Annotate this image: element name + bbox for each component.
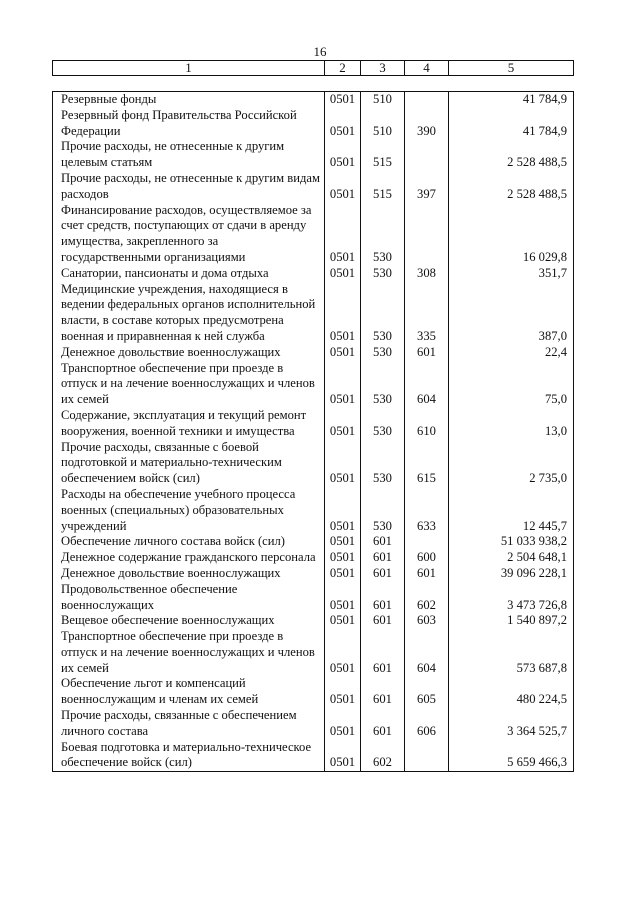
row-amount-cell: 3 473 726,8 xyxy=(449,582,574,614)
row-expense-type-cell: 601 xyxy=(405,566,449,582)
row-section-cell: 0501 xyxy=(325,487,361,534)
row-name-cell: Резервные фонды xyxy=(53,92,325,108)
row-amount-cell: 12 445,7 xyxy=(449,487,574,534)
row-target-cell: 530 xyxy=(361,345,405,361)
table-row xyxy=(53,139,574,171)
row-target-cell: 530 xyxy=(361,266,405,282)
row-expense-type-cell: 603 xyxy=(405,613,449,629)
row-section-cell: 0501 xyxy=(325,613,361,629)
row-expense-type-cell xyxy=(405,740,449,772)
row-section-cell: 0501 xyxy=(325,440,361,487)
row-target-cell: 602 xyxy=(361,740,405,772)
row-name-cell: Денежное содержание гражданского персонала xyxy=(53,550,325,566)
row-section-cell: 0501 xyxy=(325,361,361,408)
row-amount-cell: 480 224,5 xyxy=(449,676,574,708)
row-section-cell: 0501 xyxy=(325,708,361,740)
row-section-cell: 0501 xyxy=(325,282,361,345)
row-expense-type-cell: 633 xyxy=(405,487,449,534)
row-name-cell: Резервный фонд Правительства Российской Федерации xyxy=(53,108,325,140)
row-amount-cell: 41 784,9 xyxy=(449,108,574,140)
table-row xyxy=(53,740,574,772)
row-name-cell: Медицинские учреждения, находящиеся в ведении федеральных органов исполнительной власти, в составе которых предусмотрена военная и приравненная к ней служба xyxy=(53,282,325,345)
column-header-3: 3 xyxy=(361,61,405,76)
row-section-cell: 0501 xyxy=(325,203,361,266)
row-expense-type-cell: 308 xyxy=(405,266,449,282)
budget-table-body xyxy=(53,92,574,772)
table-row xyxy=(53,92,574,108)
row-name-cell: Прочие расходы, не отнесенные к другим видам расходов xyxy=(53,171,325,203)
row-section-cell: 0501 xyxy=(325,566,361,582)
column-header-2: 2 xyxy=(325,61,361,76)
row-target-cell: 530 xyxy=(361,487,405,534)
row-expense-type-cell xyxy=(405,139,449,171)
row-expense-type-cell: 615 xyxy=(405,440,449,487)
table-row xyxy=(53,613,574,629)
row-target-cell: 515 xyxy=(361,139,405,171)
row-section-cell: 0501 xyxy=(325,534,361,550)
row-target-cell: 515 xyxy=(361,171,405,203)
row-name-cell: Транспортное обеспечение при проезде в отпуск и на лечение военнослужащих и членов их семей xyxy=(53,629,325,676)
row-section-cell: 0501 xyxy=(325,550,361,566)
row-target-cell: 601 xyxy=(361,550,405,566)
table-row xyxy=(53,282,574,345)
table-row xyxy=(53,108,574,140)
row-expense-type-cell xyxy=(405,203,449,266)
column-header-table xyxy=(52,60,574,76)
row-name-cell: Вещевое обеспечение военнослужащих xyxy=(53,613,325,629)
row-amount-cell: 387,0 xyxy=(449,282,574,345)
table-row xyxy=(53,487,574,534)
column-header-1: 1 xyxy=(53,61,325,76)
table-row xyxy=(53,361,574,408)
row-expense-type-cell xyxy=(405,534,449,550)
row-expense-type-cell: 600 xyxy=(405,550,449,566)
row-target-cell: 601 xyxy=(361,708,405,740)
row-section-cell: 0501 xyxy=(325,92,361,108)
table-row xyxy=(53,266,574,282)
row-section-cell: 0501 xyxy=(325,676,361,708)
row-name-cell: Расходы на обеспечение учебного процесса военных (специальных) образовательных учреждений xyxy=(53,487,325,534)
row-amount-cell: 75,0 xyxy=(449,361,574,408)
row-name-cell: Обеспечение льгот и компенсаций военнослужащим и членам их семей xyxy=(53,676,325,708)
row-target-cell: 510 xyxy=(361,92,405,108)
column-header-5: 5 xyxy=(449,61,574,76)
row-expense-type-cell: 335 xyxy=(405,282,449,345)
row-name-cell: Санатории, пансионаты и дома отдыха xyxy=(53,266,325,282)
row-expense-type-cell: 604 xyxy=(405,629,449,676)
row-expense-type-cell xyxy=(405,92,449,108)
column-header-row xyxy=(53,61,574,76)
row-amount-cell: 13,0 xyxy=(449,408,574,440)
row-amount-cell: 51 033 938,2 xyxy=(449,534,574,550)
table-row xyxy=(53,566,574,582)
row-section-cell: 0501 xyxy=(325,139,361,171)
table-row xyxy=(53,676,574,708)
row-amount-cell: 5 659 466,3 xyxy=(449,740,574,772)
row-section-cell: 0501 xyxy=(325,108,361,140)
table-row xyxy=(53,582,574,614)
row-name-cell: Транспортное обеспечение при проезде в отпуск и на лечение военнослужащих и членов их семей xyxy=(53,361,325,408)
row-amount-cell: 573 687,8 xyxy=(449,629,574,676)
row-amount-cell: 22,4 xyxy=(449,345,574,361)
row-name-cell: Прочие расходы, не отнесенные к другим целевым статьям xyxy=(53,139,325,171)
row-expense-type-cell: 610 xyxy=(405,408,449,440)
row-target-cell: 601 xyxy=(361,629,405,676)
row-amount-cell: 16 029,8 xyxy=(449,203,574,266)
row-amount-cell: 41 784,9 xyxy=(449,92,574,108)
row-name-cell: Боевая подготовка и материально-техническое обеспечение войск (сил) xyxy=(53,740,325,772)
table-row xyxy=(53,708,574,740)
row-target-cell: 530 xyxy=(361,408,405,440)
row-expense-type-cell: 601 xyxy=(405,345,449,361)
row-target-cell: 601 xyxy=(361,534,405,550)
row-name-cell: Денежное довольствие военнослужащих xyxy=(53,345,325,361)
row-target-cell: 601 xyxy=(361,613,405,629)
row-expense-type-cell: 397 xyxy=(405,171,449,203)
row-expense-type-cell: 390 xyxy=(405,108,449,140)
table-row xyxy=(53,629,574,676)
row-amount-cell: 2 528 488,5 xyxy=(449,171,574,203)
row-name-cell: Прочие расходы, связанные с обеспечением личного состава xyxy=(53,708,325,740)
row-expense-type-cell: 602 xyxy=(405,582,449,614)
row-amount-cell: 351,7 xyxy=(449,266,574,282)
row-section-cell: 0501 xyxy=(325,171,361,203)
row-section-cell: 0501 xyxy=(325,582,361,614)
row-target-cell: 601 xyxy=(361,566,405,582)
row-target-cell: 601 xyxy=(361,676,405,708)
page-number: 16 xyxy=(313,44,327,59)
row-name-cell: Продовольственное обеспечение военнослужащих xyxy=(53,582,325,614)
row-expense-type-cell: 605 xyxy=(405,676,449,708)
row-section-cell: 0501 xyxy=(325,408,361,440)
row-name-cell: Прочие расходы, связанные с боевой подготовкой и материально-техническим обеспечением войск (сил) xyxy=(53,440,325,487)
table-row xyxy=(53,171,574,203)
table-row xyxy=(53,550,574,566)
table-row xyxy=(53,408,574,440)
row-target-cell: 530 xyxy=(361,282,405,345)
row-amount-cell: 3 364 525,7 xyxy=(449,708,574,740)
row-name-cell: Финансирование расходов, осуществляемое за счет средств, поступающих от сдачи в аренду имущества, закрепленного за государственными организациями xyxy=(53,203,325,266)
row-name-cell: Обеспечение личного состава войск (сил) xyxy=(53,534,325,550)
row-target-cell: 530 xyxy=(361,361,405,408)
table-row xyxy=(53,440,574,487)
row-target-cell: 601 xyxy=(361,582,405,614)
table-row xyxy=(53,534,574,550)
row-section-cell: 0501 xyxy=(325,629,361,676)
row-section-cell: 0501 xyxy=(325,345,361,361)
row-expense-type-cell: 604 xyxy=(405,361,449,408)
row-name-cell: Содержание, эксплуатация и текущий ремонт вооружения, военной техники и имущества xyxy=(53,408,325,440)
budget-table xyxy=(52,91,574,772)
column-header-4: 4 xyxy=(405,61,449,76)
row-target-cell: 510 xyxy=(361,108,405,140)
row-amount-cell: 39 096 228,1 xyxy=(449,566,574,582)
row-target-cell: 530 xyxy=(361,203,405,266)
row-section-cell: 0501 xyxy=(325,740,361,772)
row-amount-cell: 2 735,0 xyxy=(449,440,574,487)
row-expense-type-cell: 606 xyxy=(405,708,449,740)
row-name-cell: Денежное довольствие военнослужащих xyxy=(53,566,325,582)
row-amount-cell: 2 504 648,1 xyxy=(449,550,574,566)
table-row xyxy=(53,345,574,361)
row-target-cell: 530 xyxy=(361,440,405,487)
row-amount-cell: 2 528 488,5 xyxy=(449,139,574,171)
row-amount-cell: 1 540 897,2 xyxy=(449,613,574,629)
row-section-cell: 0501 xyxy=(325,266,361,282)
table-row xyxy=(53,203,574,266)
